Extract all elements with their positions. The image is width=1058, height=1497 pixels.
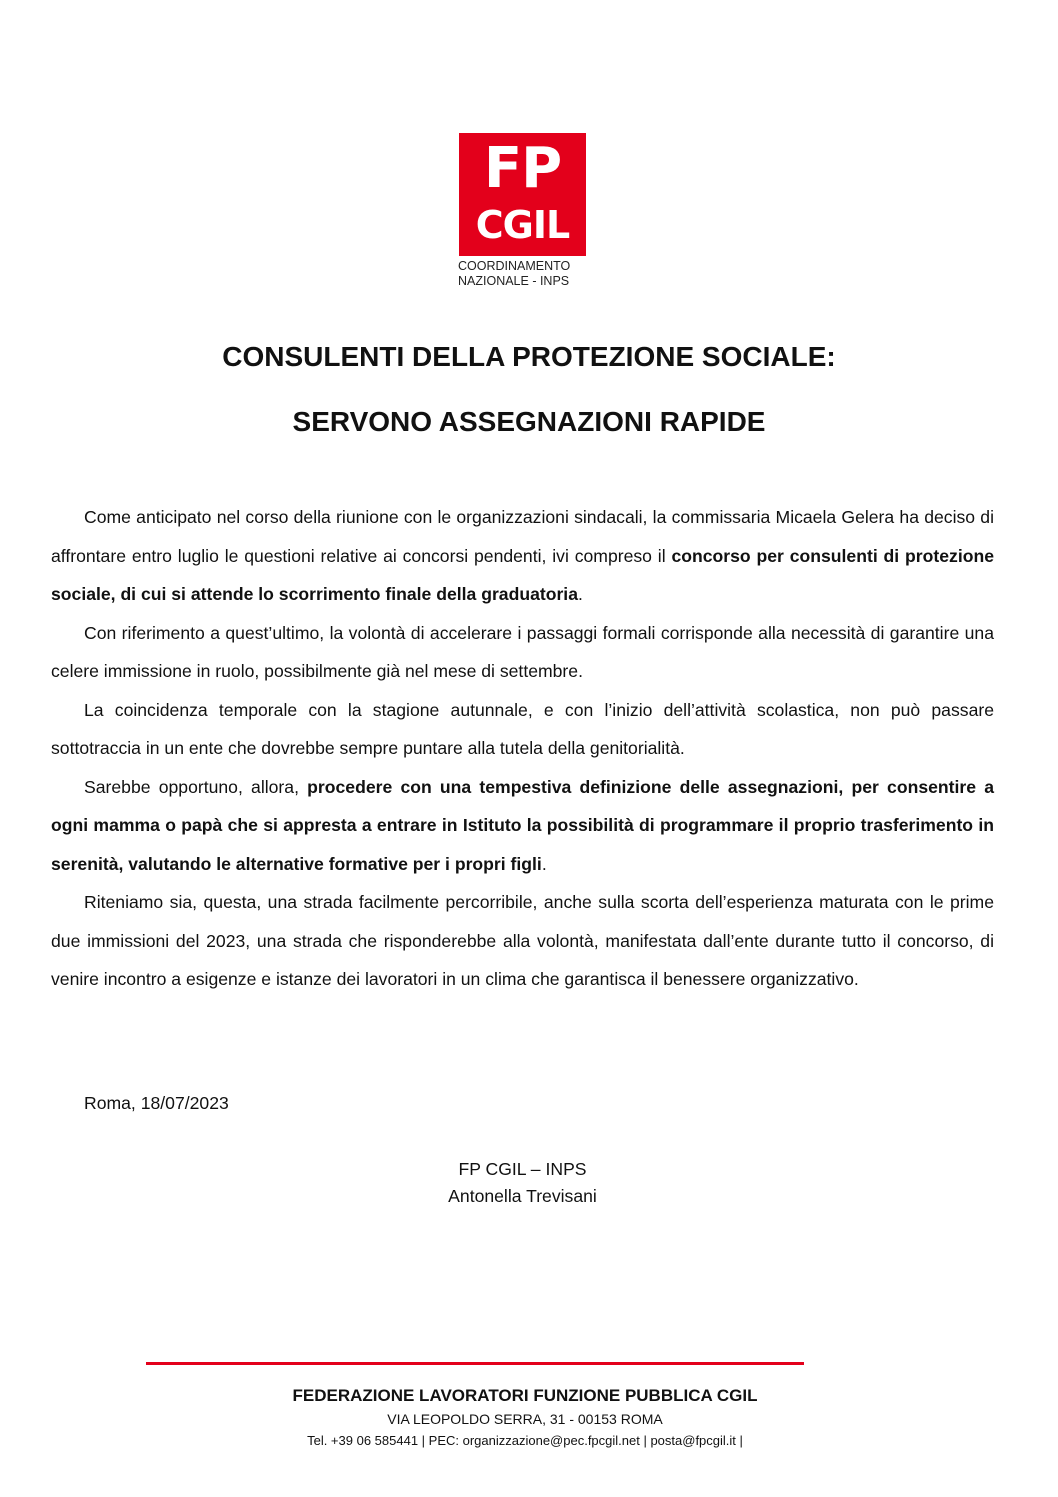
signature-block bbox=[400, 1156, 645, 1210]
footer-address: VIA LEOPOLDO SERRA, 31 - 00153 ROMA bbox=[387, 1411, 663, 1427]
paragraph-3: La coincidenza temporale con la stagione autunnale, e con l’inizio dell’attività scolastica, non può passare sottotraccia in un ente che dovrebbe sempre puntare alla tutela della genitorialità. bbox=[51, 699, 994, 758]
logo-text-fp: FP bbox=[483, 136, 562, 201]
paragraph-4 bbox=[51, 768, 994, 884]
document-body bbox=[51, 498, 994, 999]
footer-divider bbox=[146, 1362, 804, 1365]
paragraph-4-end: . bbox=[541, 853, 547, 874]
logo-text-cgil: CGIL bbox=[475, 203, 570, 247]
fp-cgil-logo bbox=[459, 133, 586, 256]
paragraph-1 bbox=[51, 498, 994, 614]
paragraph-4-bold: procedere con una tempestiva definizione delle assegnazioni, per consentire a ogni mamma o papà che si appresta a entrare in Istituto la possibilità di programmare il proprio trasferimento in serenità, valutando le alternative formative per i propri figli bbox=[51, 776, 994, 874]
logo-subtitle bbox=[458, 259, 598, 289]
paragraph-1-end: . bbox=[577, 584, 583, 604]
paragraph-4-text: Sarebbe opportuno, allora, bbox=[84, 776, 308, 797]
footer-org-name: FEDERAZIONE LAVORATORI FUNZIONE PUBBLICA CGIL bbox=[292, 1386, 758, 1405]
paragraph-2: Con riferimento a quest’ultimo, la volontà di accelerare i passaggi formali corrisponde alla necessità di garantire una celere immissione in ruolo, possibilmente già nel mese di settembre. bbox=[51, 622, 994, 681]
signature-name: Antonella Trevisani bbox=[448, 1186, 597, 1206]
document-date: Roma, 18/07/2023 bbox=[84, 1093, 229, 1113]
paragraph-1-text: Come anticipato nel corso della riunione con le organizzazioni sindacali, la commissaria Micaela Gelera ha deciso di affrontare entro luglio le questioni relative ai concorsi pendenti, ivi compreso il bbox=[51, 507, 994, 566]
document-title-line2: SERVONO ASSEGNAZIONI RAPIDE bbox=[292, 406, 766, 437]
footer-contacts: Tel. +39 06 585441 | PEC: organizzazione@pec.fpcgil.net | posta@fpcgil.it | bbox=[307, 1433, 743, 1448]
paragraph-5: Riteniamo sia, questa, una strada facilmente percorribile, anche sulla scorta dell’esperienza maturata con le prime due immissioni del 2023, una strada che risponderebbe alla volontà, manifestata dall’ente durante tutto il concorso, di venire incontro a esigenze e istanze dei lavoratori in un clima che garantisca il benessere organizzativo. bbox=[51, 892, 994, 989]
logo-subtitle-line1: COORDINAMENTO bbox=[458, 259, 571, 273]
signature-org: FP CGIL – INPS bbox=[458, 1159, 587, 1179]
logo-subtitle-line2: NAZIONALE - INPS bbox=[458, 274, 570, 288]
paragraph-1-bold: concorso per consulenti di protezione sociale, di cui si attende lo scorrimento finale della graduatoria bbox=[51, 545, 994, 604]
document-title-line1: CONSULENTI DELLA PROTEZIONE SOCIALE: bbox=[222, 341, 836, 372]
